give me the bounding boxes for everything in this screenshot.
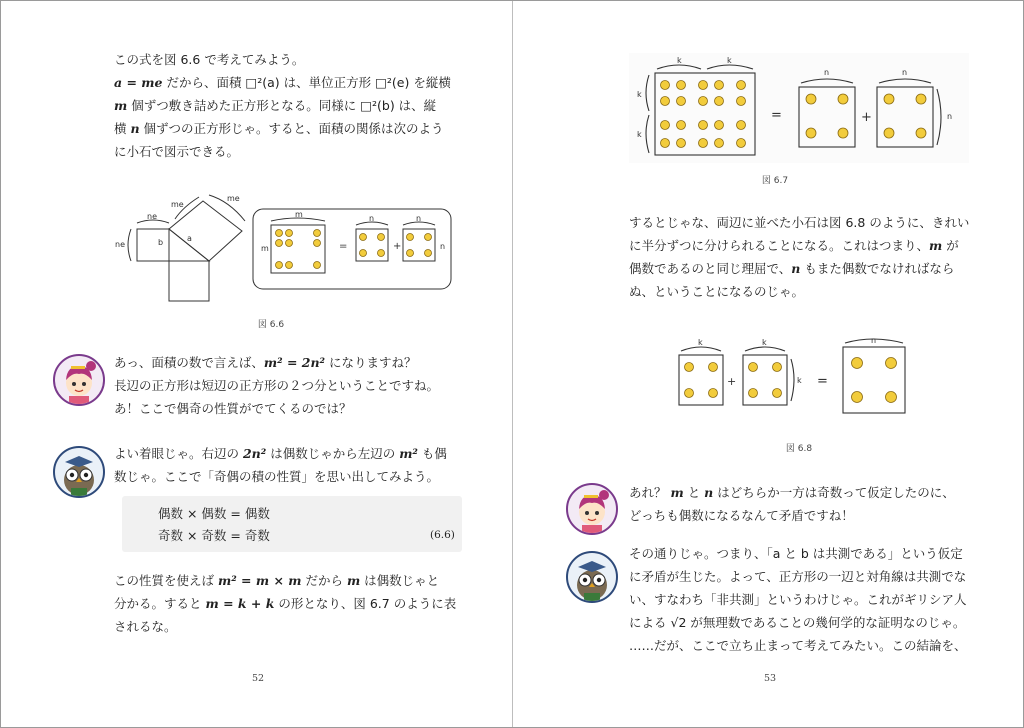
equation-row-2: 奇数 × 奇数 = 奇数 bbox=[158, 528, 270, 543]
text-line: この式を図 6.6 で考えてみよう。 bbox=[114, 52, 305, 67]
figure-6-7-caption: 図 6.7 bbox=[761, 176, 789, 186]
plus-sign: + bbox=[861, 110, 872, 125]
text-line: m 個ずつ敷き詰めた正方形となる。同様に □²(b) は、縦 bbox=[114, 98, 437, 113]
plus-sign: + bbox=[393, 241, 402, 252]
text-line: 長辺の正方形は短辺の正方形の２つ分ということですね。 bbox=[114, 378, 440, 393]
page-left bbox=[1, 1, 513, 727]
label-k-left-2: k bbox=[637, 130, 642, 139]
text-line: あれ？ m と n はどちらか一方は奇数って仮定したのに、 bbox=[629, 485, 955, 500]
label-me-left: me bbox=[171, 200, 184, 209]
label-ne-left: ne bbox=[115, 240, 125, 249]
label-n-3: n bbox=[440, 242, 446, 251]
girl-avatar-icon bbox=[566, 483, 618, 535]
left-paragraph-1 bbox=[114, 48, 451, 163]
owl-professor-icon bbox=[53, 446, 105, 498]
plus-sign: + bbox=[727, 375, 737, 388]
text-line: どっちも偶数になるなんて矛盾ですね！ bbox=[629, 508, 854, 523]
label-n-2: n bbox=[416, 214, 422, 223]
bottom-square bbox=[169, 261, 209, 301]
figure-6-8-caption: 図 6.8 bbox=[785, 444, 813, 454]
owl-dialog-2 bbox=[629, 542, 967, 657]
label-k-3: k bbox=[797, 376, 802, 385]
label-a: a bbox=[187, 234, 192, 243]
label-me-right: me bbox=[227, 194, 240, 203]
pebble-square-k1 bbox=[679, 355, 723, 405]
label-m-top: m bbox=[295, 210, 303, 219]
label-k-top-2: k bbox=[727, 56, 732, 65]
text-line: い、すなわち「非共測」というわけじゃ。これがギリシア人 bbox=[629, 592, 967, 607]
equals-sign: = bbox=[817, 374, 828, 389]
label-m-left: m bbox=[261, 244, 269, 253]
text-line: 分かる。すると m = k + k の形となり、図 6.7 のように表 bbox=[114, 596, 457, 611]
pebble-frame bbox=[253, 209, 451, 289]
right-paragraph-1 bbox=[629, 211, 969, 303]
label-b: b bbox=[158, 238, 164, 247]
figure-6-6 bbox=[111, 191, 461, 306]
text-line: この性質を使えば m² = m × m だから m は偶数じゃと bbox=[114, 573, 440, 588]
text-line: ぬ、ということになるのじゃ。 bbox=[629, 284, 805, 299]
text-line: その通りじゃ。つまり、「a と b は共測である」という仮定 bbox=[629, 546, 963, 561]
small-square-b bbox=[137, 229, 169, 261]
text-line: するとじゃな、両辺に並べた小石は図 6.8 のように、きれい bbox=[629, 215, 970, 230]
text-line: に半分ずつに分けられることになる。これはつまり、m が bbox=[629, 238, 959, 253]
text-line: 偶数であるのと同じ理屈で、n もまた偶数でなければなら bbox=[629, 261, 955, 276]
equation-row-1: 偶数 × 偶数 = 偶数 bbox=[158, 506, 270, 521]
figure-6-6-caption: 図 6.6 bbox=[257, 320, 285, 330]
label-k-1: k bbox=[698, 338, 703, 347]
figure-6-8 bbox=[673, 337, 923, 417]
text-line: に矛盾が生じた。よって、正方形の一辺と対角線は共測でな bbox=[629, 569, 967, 584]
label-n-1: n bbox=[824, 68, 830, 77]
page-number-left: 52 bbox=[252, 673, 265, 684]
left-paragraph-2 bbox=[114, 569, 456, 638]
girl-dialog-2 bbox=[629, 481, 955, 527]
text-line: ……だが、ここで立ち止まって考えてみたい。この結論を、 bbox=[629, 638, 967, 653]
equals-sign: = bbox=[339, 241, 348, 252]
pebble-square-k2 bbox=[743, 355, 787, 405]
equation-number: (6.6) bbox=[430, 529, 455, 541]
label-n-1: n bbox=[369, 214, 375, 223]
equals-sign: = bbox=[771, 108, 782, 123]
label-ne-top: ne bbox=[147, 212, 157, 221]
text-line: a = me だから、面積 □²(a) は、単位正方形 □²(e) を縦横 bbox=[114, 75, 451, 90]
girl-dialog-1 bbox=[114, 351, 439, 420]
label-k-top-1: k bbox=[677, 56, 682, 65]
hypotenuse-square bbox=[169, 201, 242, 261]
owl-professor-icon bbox=[566, 551, 618, 603]
label-k-2: k bbox=[762, 338, 767, 347]
text-line: による √2 が無理数であることの幾何学的な証明なのじゃ。 bbox=[629, 615, 966, 630]
page-right bbox=[513, 1, 1023, 727]
equation-box bbox=[122, 496, 462, 552]
text-line: あ！ここで偶奇の性質がでてくるのでは？ bbox=[114, 401, 352, 416]
label-n-2: n bbox=[902, 68, 908, 77]
text-line: されるな。 bbox=[114, 619, 177, 634]
label-n: n bbox=[871, 337, 877, 345]
page-number-right: 53 bbox=[764, 673, 777, 684]
owl-dialog-1 bbox=[114, 442, 447, 488]
text-line: に小石で図示できる。 bbox=[114, 144, 240, 159]
pebble-square-n bbox=[843, 347, 905, 413]
text-line: 数じゃ。ここで「奇偶の積の性質」を思い出してみよう。 bbox=[114, 469, 440, 484]
text-line: あっ、面積の数で言えば、m² = 2n² になりますね？ bbox=[114, 355, 417, 370]
girl-avatar-icon bbox=[53, 354, 105, 406]
label-n-3: n bbox=[947, 112, 953, 121]
label-k-left-1: k bbox=[637, 90, 642, 99]
figure-6-7 bbox=[629, 53, 969, 163]
text-line: 横 n 個ずつの正方形じゃ。すると、面積の関係は次のよう bbox=[114, 121, 444, 136]
text-line: よい着眼じゃ。右辺の 2n² は偶数じゃから左辺の m² も偶 bbox=[114, 446, 447, 461]
